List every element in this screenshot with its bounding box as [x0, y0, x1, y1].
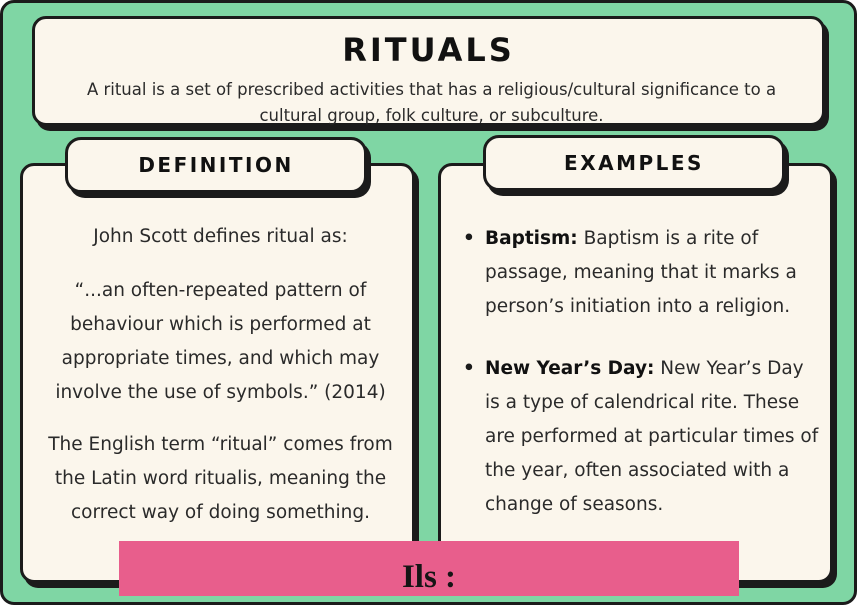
- overlay-banner: Ils :: [119, 541, 739, 596]
- example-text: Baptism is a rite of passage, meaning that it marks a person’s initiation into a religion.: [485, 228, 797, 317]
- bullet-icon: •: [463, 228, 475, 249]
- page-subtitle: A ritual is a set of prescribed activities that has a religious/cultural significance to a cultural group, folk culture, or subculture.: [86, 80, 777, 125]
- definition-intro: John Scott defines ritual as:: [93, 226, 348, 247]
- example-name: New Year’s Day:: [485, 358, 655, 379]
- definition-etymology: The English term “ritual” comes from the Latin word ritualis, meaning the correct way of doing something.: [48, 434, 393, 523]
- definition-quote: “...an often-repeated pattern of behaviour which is performed at appropriate times, and which may involve the use of symbols.” (2014): [55, 280, 386, 403]
- examples-tab: EXAMPLES: [483, 135, 785, 191]
- example-name: Baptism:: [485, 228, 578, 249]
- examples-panel: [438, 163, 833, 583]
- example-text: New Year’s Day is a type of calendrical rite. These are performed at particular times of the year, often associated with a change of seasons.: [485, 358, 819, 515]
- examples-list: [463, 222, 823, 550]
- page-title: RITUALS: [342, 31, 515, 69]
- title-card: [32, 16, 825, 126]
- definition-panel: [20, 163, 415, 583]
- bullet-icon: •: [463, 358, 475, 379]
- definition-tab: DEFINITION: [65, 137, 367, 193]
- list-item: [463, 222, 823, 324]
- list-item: [463, 352, 823, 522]
